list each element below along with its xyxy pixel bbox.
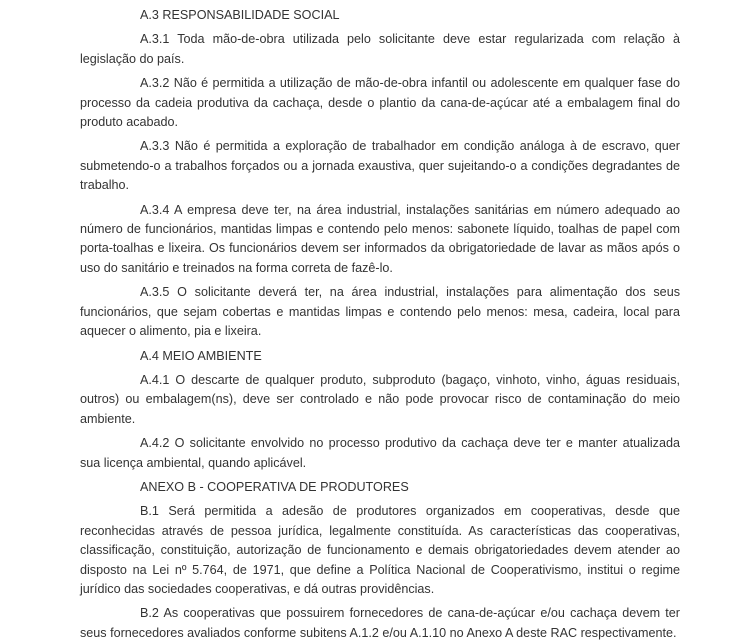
paragraph-a-4-1: A.4.1 O descarte de qualquer produto, subproduto (bagaço, vinhoto, vinho, águas residuais, outros) ou embalagem(ns), deve ser controlado e não pode provocar risco de contaminação do meio ambiente.	[80, 372, 680, 426]
section-responsabilidade-social	[80, 6, 680, 342]
paragraph-b-1: B.1 Será permitida a adesão de produtores organizados em cooperativas, desde que reconhecidas através de pessoa jurídica, legalmente constituída. As características das cooperativas, classificação, constituição, autorização de funcionamento e demais obrigatoriedades devem atender ao disposto na Lei nº 5.764, de 1971, que define a Política Nacional de Cooperativismo, institui o regime jurídico das sociedades cooperativas, e dá outras providências.	[80, 504, 680, 596]
section-heading: A.3 RESPONSABILIDADE SOCIAL	[140, 8, 340, 22]
paragraph-a-3-1: A.3.1 Toda mão-de-obra utilizada pelo solicitante deve estar regularizada com relação à legislação do país.	[80, 32, 680, 66]
section-heading: ANEXO B - COOPERATIVA DE PRODUTORES	[140, 479, 409, 494]
paragraph-a-3-2: A.3.2 Não é permitida a utilização de mão-de-obra infantil ou adolescente em qualquer fase do processo da cadeia produtiva da cachaça, desde o plantio da cana-de-açúcar até a embalagem final do produto acabado.	[80, 76, 680, 130]
section-meio-ambiente	[80, 347, 680, 473]
paragraph-b-2: B.2 As cooperativas que possuirem fornecedores de cana-de-açúcar e/ou cachaça devem ter seus fornecedores avaliados conforme subitens A.1.2 e/ou A.1.10 no Anexo A deste RAC respectivamente.	[80, 606, 680, 640]
paragraph-a-3-4: A.3.4 A empresa deve ter, na área industrial, instalações sanitárias em número adequado ao número de funcionários, mantidas limpas e contendo pelo menos: sabonete líquido, toalhas de papel com porta-toalhas e lixeira. Os funcionários devem ser informados da obrigatoriedade de lavar as mãos após o uso do sanitário e treinados na forma correta de fazê-lo.	[80, 202, 680, 275]
paragraph-a-3-5: A.3.5 O solicitante deverá ter, na área industrial, instalações para alimentação dos seus funcionários, que sejam cobertas e mantidas limpas e contendo pelo menos: mesa, cadeira, local para aquecer o alimento, pia e lixeira.	[80, 285, 680, 339]
section-heading: A.4 MEIO AMBIENTE	[140, 348, 262, 363]
paragraph-a-3-3: A.3.3 Não é permitida a exploração de trabalhador em condição análoga à de escravo, quer submetendo-o a trabalhos forçados ou a jornada exaustiva, quer sujeitando-o a condições degradantes de trabalho.	[80, 139, 680, 193]
section-anexo-b	[80, 478, 680, 643]
paragraph-a-4-2: A.4.2 O solicitante envolvido no processo produtivo da cachaça deve ter e manter atualizada sua licença ambiental, quando aplicável.	[80, 436, 680, 470]
document-body	[80, 6, 680, 643]
